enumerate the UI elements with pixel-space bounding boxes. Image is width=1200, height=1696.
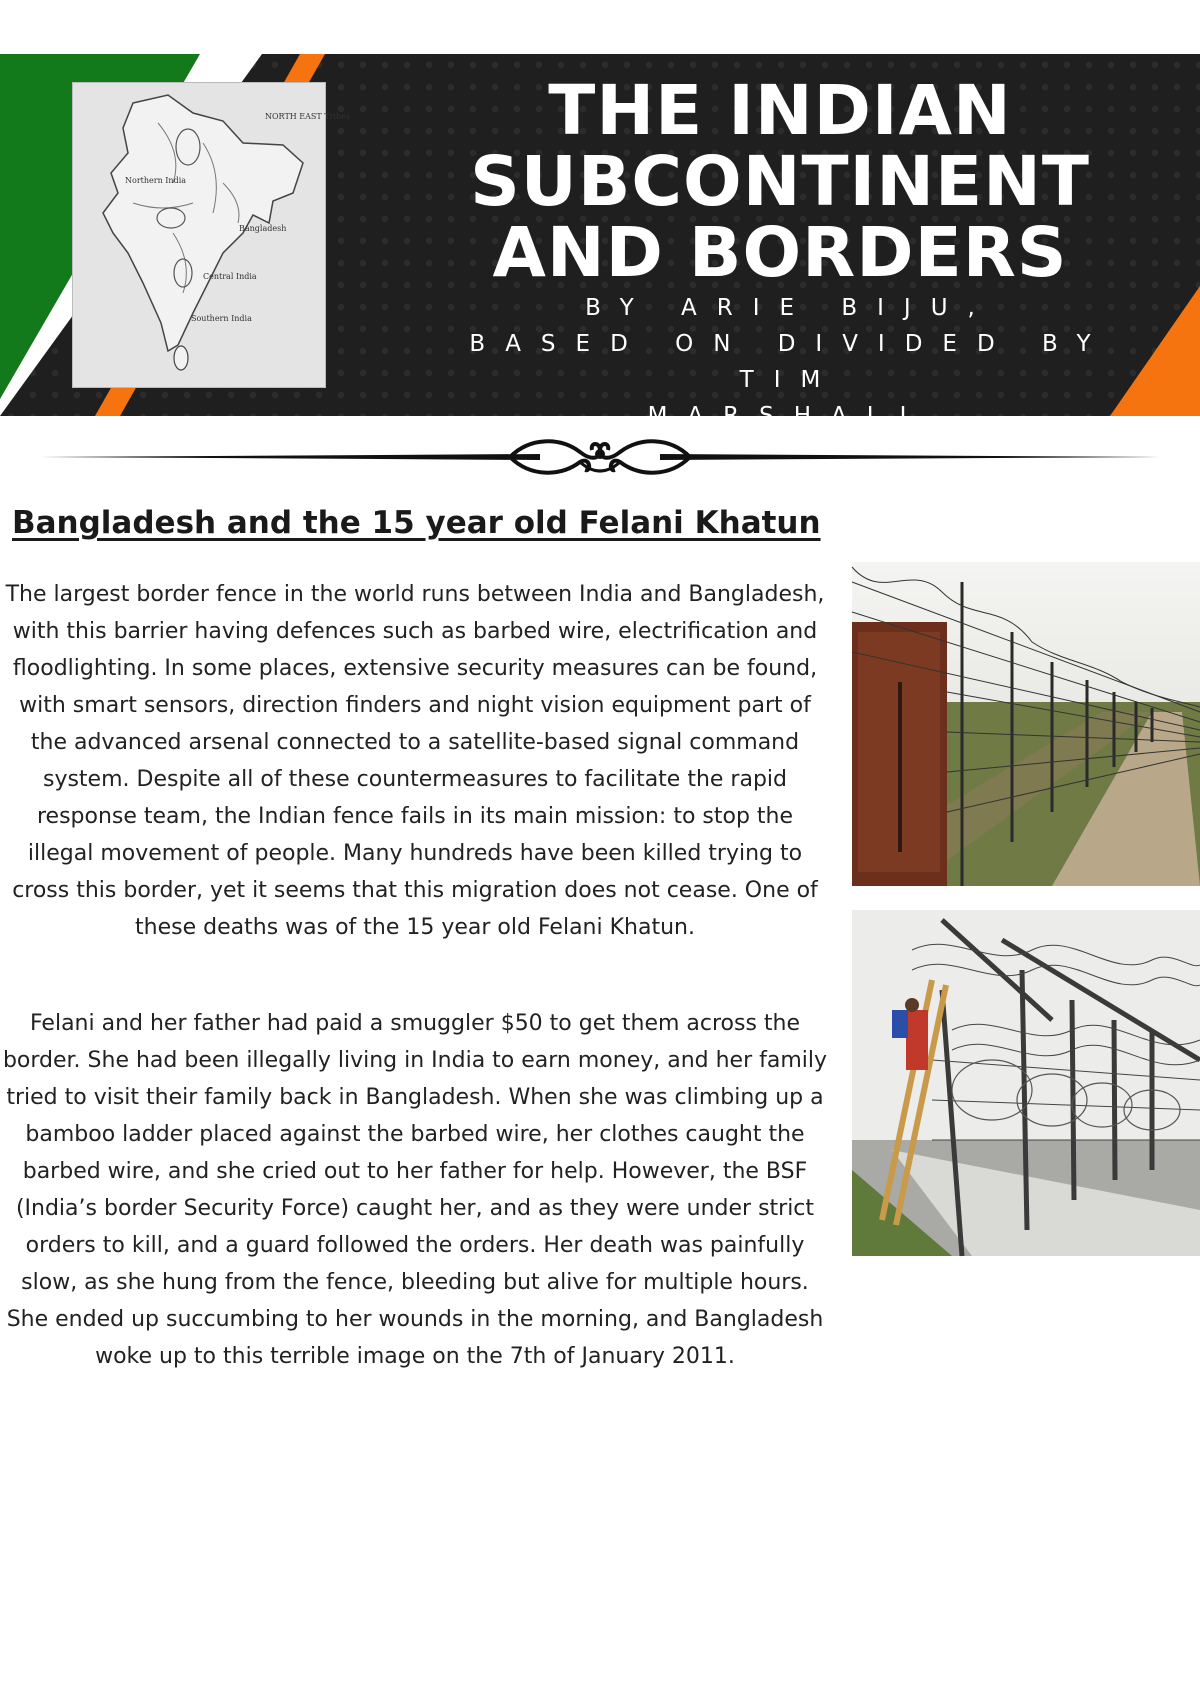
- map-label-central: Central India: [203, 272, 257, 281]
- ornamental-divider: [40, 432, 1160, 482]
- map-label-southern: Southern India: [191, 314, 252, 323]
- india-map-graphic: [73, 83, 350, 387]
- title-line-2: SUBCONTINENT: [470, 142, 1090, 222]
- byline-line-3: MARSHALL: [647, 403, 933, 429]
- page-title: [380, 71, 1180, 293]
- fence-climbing-photo: [852, 910, 1200, 1256]
- byline: [430, 290, 1150, 434]
- map-label-northeast: NORTH EAST Tribes: [265, 112, 350, 121]
- byline-line-2: BASED ON DIVIDED BY TIM: [469, 331, 1111, 393]
- byline-line-1: BY ARIE BIJU,: [585, 295, 995, 321]
- article-heading: Bangladesh and the 15 year old Felani Khatun: [12, 505, 821, 541]
- india-map-thumbnail: [72, 82, 350, 388]
- map-label-northern: Northern India: [125, 176, 187, 185]
- map-label-bangladesh: Bangladesh: [239, 224, 287, 233]
- border-fence-photo: [852, 562, 1200, 886]
- article-paragraph-2: Felani and her father had paid a smuggler $50 to get them across the border. She had been illegally living in India to earn money, and her family tried to visit their family back in Bangladesh. When she was climbing up a bamboo ladder placed against the barbed wire, her clothes caught the barbed wire, and she cried out to her father for help. However, the BSF (India’s border Security Force) caught her, and as they were under strict orders to kill, and a guard followed the orders. Her death was painfully slow, as she hung from the fence, bleeding but alive for multiple hours. She ended up succumbing to her wounds in the morning, and Bangladesh woke up to this terrible image on the 7th of January 2011.: [2, 1011, 828, 1369]
- article-paragraph-1: The largest border fence in the world runs between India and Bangladesh, with this barrier having defences such as barbed wire, electrification and floodlighting. In some places, extensive security measures can be found, with smart sensors, direction finders and night vision equipment part of the advanced arsenal connected to a satellite-based signal command system. Despite all of these countermeasures to facilitate the rapid response team, the Indian fence fails in its main mission: to stop the illegal movement of people. Many hundreds have been killed trying to cross this border, yet it seems that this migration does not cease. One of these deaths was of the 15 year old Felani Khatun.: [5, 582, 825, 940]
- header-banner: [0, 54, 1200, 429]
- title-line-3: AND BORDERS: [492, 213, 1068, 293]
- title-line-1: THE INDIAN: [548, 71, 1012, 151]
